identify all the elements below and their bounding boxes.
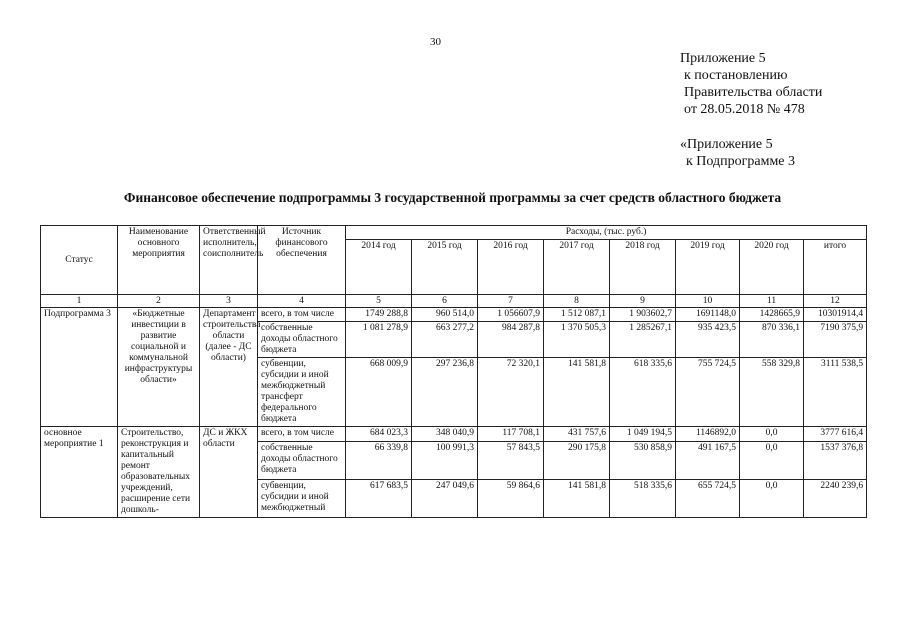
column-number: 5 — [346, 295, 412, 308]
value-cell: 663 277,2 — [412, 322, 478, 358]
header-year: 2015 год — [412, 240, 478, 295]
row-source: всего, в том числе — [258, 427, 346, 442]
value-cell: 57 843,5 — [478, 441, 544, 479]
row-responsible: Департамент строительства области (далее - ДС области) — [200, 308, 258, 427]
column-number-row — [41, 295, 867, 308]
appendix-line: Приложение 5 — [680, 51, 766, 66]
appendix-line: Правительства области — [684, 85, 823, 100]
value-cell: 1 512 087,1 — [544, 308, 610, 322]
column-number: 9 — [610, 295, 676, 308]
header-source: Источник финансового обеспечения — [258, 226, 346, 295]
header-year: 2017 год — [544, 240, 610, 295]
value-cell: 66 339,8 — [346, 441, 412, 479]
header-year: 2014 год — [346, 240, 412, 295]
value-cell: 141 581,8 — [544, 479, 610, 517]
value-cell: 431 757,6 — [544, 427, 610, 442]
value-cell: 1691148,0 — [676, 308, 740, 322]
value-cell: 290 175,8 — [544, 441, 610, 479]
header-year: 2019 год — [676, 240, 740, 295]
row-source: собственные доходы областного бюджета — [258, 441, 346, 479]
column-number: 7 — [478, 295, 544, 308]
appendix-line: от 28.05.2018 № 478 — [684, 102, 805, 117]
value-cell: 1 049 194,5 — [610, 427, 676, 442]
financing-table — [40, 225, 867, 518]
table-row — [41, 308, 867, 322]
value-cell: 491 167,5 — [676, 441, 740, 479]
appendix-header — [680, 50, 822, 118]
appendix-sub-line: «Приложение 5 — [680, 137, 773, 152]
value-cell: 2240 239,6 — [804, 479, 867, 517]
value-cell: 618 335,6 — [610, 358, 676, 427]
page-number: 30 — [430, 36, 441, 48]
header-year: 2020 год — [740, 240, 804, 295]
value-cell: 935 423,5 — [676, 322, 740, 358]
value-cell: 684 023,3 — [346, 427, 412, 442]
header-expenses: Расходы, (тыс. руб.) — [346, 226, 867, 240]
row-status: основное мероприятие 1 — [41, 427, 118, 518]
column-number: 4 — [258, 295, 346, 308]
value-cell: 1 903602,7 — [610, 308, 676, 322]
value-cell: 1 285267,1 — [610, 322, 676, 358]
value-cell: 1 081 278,9 — [346, 322, 412, 358]
header-responsible: Ответственный исполнитель, соисполнитель — [200, 226, 258, 295]
value-cell: 10301914,4 — [804, 308, 867, 322]
row-source: субвенции, субсидии и иной межбюджетный трансферт федерального бюджета — [258, 358, 346, 427]
appendix-sub-line: к Подпрограмме 3 — [686, 154, 796, 169]
value-cell: 0,0 — [740, 427, 804, 442]
column-number: 1 — [41, 295, 118, 308]
value-cell: 984 287,8 — [478, 322, 544, 358]
value-cell: 59 864,6 — [478, 479, 544, 517]
value-cell: 348 040,9 — [412, 427, 478, 442]
value-cell: 3777 616,4 — [804, 427, 867, 442]
value-cell: 0,0 — [740, 479, 804, 517]
table-header-row — [41, 226, 867, 240]
header-status: Статус — [41, 226, 118, 295]
value-cell: 297 236,8 — [412, 358, 478, 427]
value-cell: 870 336,1 — [740, 322, 804, 358]
table-row — [41, 427, 867, 442]
row-source: всего, в том числе — [258, 308, 346, 322]
value-cell: 755 724,5 — [676, 358, 740, 427]
row-status: Подпрограмма 3 — [41, 308, 118, 427]
value-cell: 1 056607,9 — [478, 308, 544, 322]
value-cell: 3111 538,5 — [804, 358, 867, 427]
appendix-subheader — [680, 136, 795, 170]
value-cell: 100 991,3 — [412, 441, 478, 479]
row-responsible: ДС и ЖКХ области — [200, 427, 258, 518]
value-cell: 1146892,0 — [676, 427, 740, 442]
row-source: субвенции, субсидии и иной межбюджетный — [258, 479, 346, 517]
header-total: итого — [804, 240, 867, 295]
value-cell: 655 724,5 — [676, 479, 740, 517]
value-cell: 72 320,1 — [478, 358, 544, 427]
column-number: 3 — [200, 295, 258, 308]
value-cell: 558 329,8 — [740, 358, 804, 427]
value-cell: 518 335,6 — [610, 479, 676, 517]
column-number: 10 — [676, 295, 740, 308]
column-number: 12 — [804, 295, 867, 308]
header-year: 2018 год — [610, 240, 676, 295]
appendix-line: к постановлению — [684, 68, 788, 83]
value-cell: 1537 376,8 — [804, 441, 867, 479]
header-year: 2016 год — [478, 240, 544, 295]
document-title: Финансовое обеспечение подпрограммы 3 государственной программы за счет средств областного бюджета — [123, 190, 782, 205]
value-cell: 617 683,5 — [346, 479, 412, 517]
value-cell: 7190 375,9 — [804, 322, 867, 358]
header-name: Наименование основного мероприятия — [118, 226, 200, 295]
value-cell: 117 708,1 — [478, 427, 544, 442]
value-cell: 247 049,6 — [412, 479, 478, 517]
column-number: 11 — [740, 295, 804, 308]
value-cell: 1749 288,8 — [346, 308, 412, 322]
column-number: 6 — [412, 295, 478, 308]
value-cell: 668 009,9 — [346, 358, 412, 427]
row-source: собственные доходы областного бюджета — [258, 322, 346, 358]
column-number: 8 — [544, 295, 610, 308]
column-number: 2 — [118, 295, 200, 308]
value-cell: 1 370 505,3 — [544, 322, 610, 358]
value-cell: 141 581,8 — [544, 358, 610, 427]
row-name: Строительство, реконструкция и капитальный ремонт образовательных учреждений, расширение сети дошколь- — [118, 427, 200, 518]
value-cell: 0,0 — [740, 441, 804, 479]
row-name: «Бюджетные инвестиции в развитие социальной и коммунальной инфраструктуры области» — [118, 308, 200, 427]
value-cell: 1428665,9 — [740, 308, 804, 322]
value-cell: 960 514,0 — [412, 308, 478, 322]
value-cell: 530 858,9 — [610, 441, 676, 479]
